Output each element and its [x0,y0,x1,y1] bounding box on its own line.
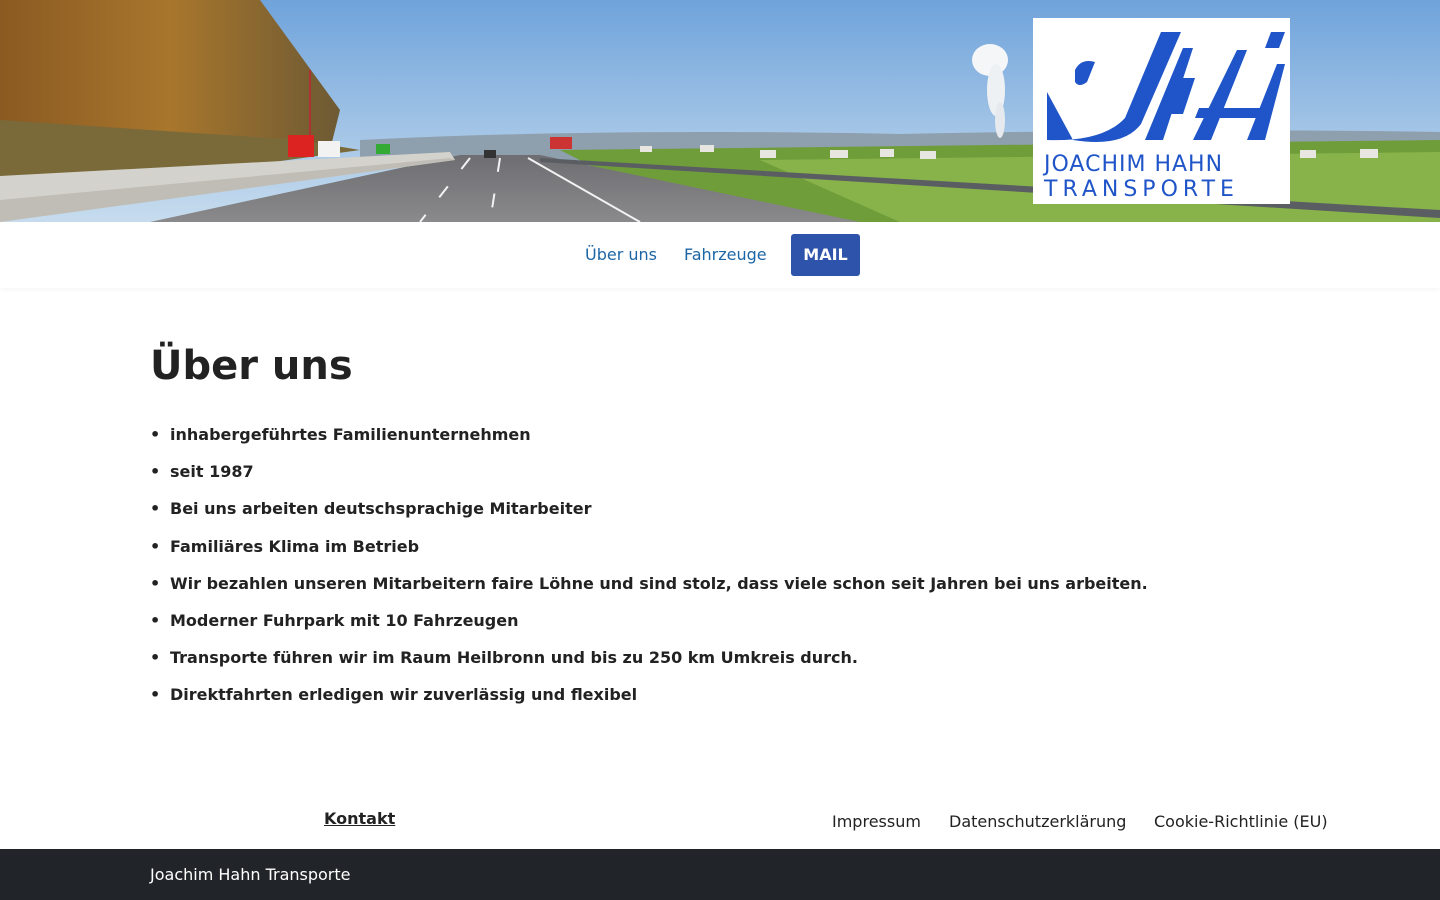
hero-banner [0,0,1440,222]
list-item [150,455,1148,492]
nav-link-ueber-uns[interactable]: Über uns [585,245,657,264]
footer-link-datenschutz[interactable]: Datenschutzerklärung [949,812,1127,831]
list-item [150,641,1148,678]
bullet-icon: • [150,536,161,556]
list-item-text: seit 1987 [170,462,254,482]
copyright-bar [0,849,1440,900]
list-item-text: Direktfahrten erledigen wir zuverlässig und flexibel [170,685,638,705]
footer-link-cookie-richtlinie[interactable]: Cookie-Richtlinie (EU) [1154,812,1328,831]
list-item-text: Transporte führen wir im Raum Heilbronn und bis zu 250 km Umkreis durch. [170,648,858,668]
bullet-icon: • [150,499,161,519]
list-item [150,530,1148,567]
list-item-text: Wir bezahlen unseren Mitarbeitern faire Löhne und sind stolz, dass viele schon seit Jahren bei uns arbeiten. [170,573,1148,593]
list-item [150,604,1148,641]
list-item-text: inhabergeführtes Familienunternehmen [170,425,531,444]
main-nav [0,222,1440,288]
jh-monogram-logo-icon [1033,18,1290,148]
list-item [150,567,1148,604]
mail-button[interactable]: MAIL [791,234,860,276]
company-logo[interactable] [1033,18,1290,204]
list-item [150,678,1148,715]
list-item-text: Bei uns arbeiten deutschsprachige Mitarbeiter [170,499,592,519]
nav-link-fahrzeuge[interactable]: Fahrzeuge [684,245,767,264]
bullet-icon: • [150,425,161,444]
bullet-icon: • [150,685,161,705]
bullet-icon: • [150,573,161,593]
logo-text-line1: JOACHIM HAHN [1044,152,1224,177]
logo-text-line2: TRANSPORTE [1044,177,1239,202]
list-item-text: Moderner Fuhrpark mit 10 Fahrzeugen [170,610,519,630]
bullet-icon: • [150,648,161,668]
list-item [150,492,1148,529]
page-title: Über uns [150,343,353,389]
copyright-text: Joachim Hahn Transporte [150,865,351,884]
contact-link[interactable]: Kontakt [324,809,396,828]
bullet-icon: • [150,610,161,630]
list-item-text: Familiäres Klima im Betrieb [170,536,420,556]
footer-link-impressum[interactable]: Impressum [832,812,921,831]
feature-list [150,418,1148,716]
bullet-icon: • [150,462,161,482]
list-item [150,418,1148,455]
